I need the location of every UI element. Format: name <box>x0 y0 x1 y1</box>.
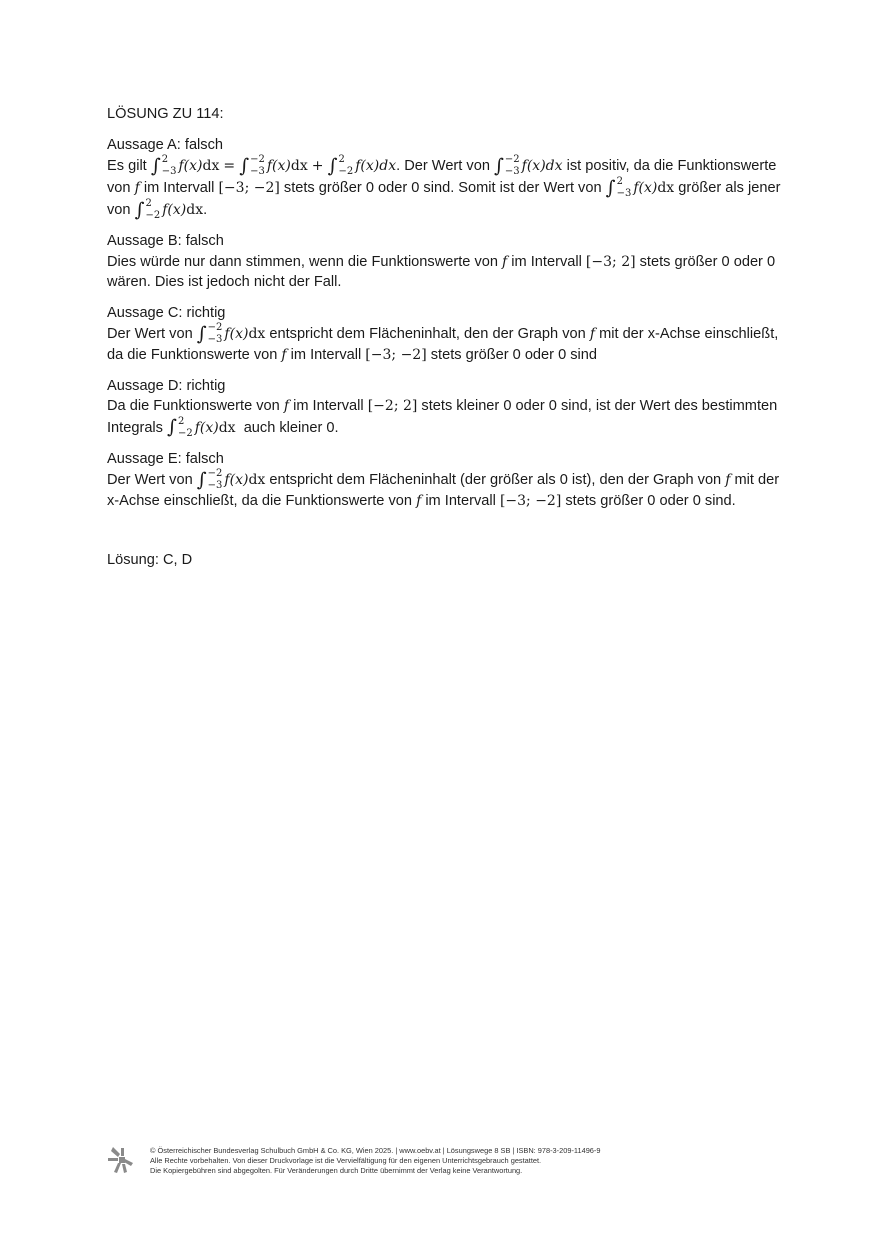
upper-limit: 2 <box>145 198 152 209</box>
integral-limits <box>208 469 223 491</box>
function-symbol: f <box>416 493 422 509</box>
differential: dx <box>202 157 220 174</box>
lower-limit: −2 <box>145 210 161 221</box>
integrand: f(x) <box>194 419 219 436</box>
text-segment: entspricht dem Flächeninhalt, den der Graph von <box>269 325 586 342</box>
text-segment: mit der x-Achse einschließt, da die Funktionswerte von <box>107 471 780 509</box>
integral-sign: ∫ <box>196 322 207 345</box>
text-segment: mit der x-Achse einschließt, da die Funktionswerte von <box>107 325 779 363</box>
text-segment: stets kleiner 0 oder 0 sind, ist der Wert des bestimmten Integrals <box>107 398 778 436</box>
statement-a-heading: Aussage A: falsch <box>107 136 224 153</box>
integral-limits <box>339 155 354 177</box>
integrand: f(x) <box>224 325 249 342</box>
copyright-line-2: Alle Rechte vorbehalten. Von dieser Druckvorlage ist die Vervielfältigung für den eigenen Unterrichtsgebrauch gestattet. <box>150 1156 542 1165</box>
statement-c-heading: Aussage C: richtig <box>107 304 226 321</box>
statement-d-heading: Aussage D: richtig <box>107 377 226 394</box>
integrand: f(x) <box>521 157 546 174</box>
text-segment: im Intervall <box>293 398 364 414</box>
differential: dx <box>218 419 236 436</box>
differential: dx <box>379 157 397 174</box>
lower-limit: −3 <box>207 480 223 491</box>
differential: dx <box>545 157 563 174</box>
text-segment: im Intervall <box>511 253 582 270</box>
statement-e-text <box>107 469 787 512</box>
integral-limits <box>250 155 265 177</box>
text-segment: Der Wert von <box>107 325 193 342</box>
integral-m3-to-2 <box>606 177 634 199</box>
integral-m3-to-m2 <box>197 469 225 491</box>
function-symbol: f <box>502 253 508 270</box>
copyright-text <box>150 1146 601 1176</box>
statement-c <box>107 303 787 366</box>
integral-limits <box>178 417 193 439</box>
text-segment: im Intervall <box>290 347 362 363</box>
integrand: f(x) <box>633 179 658 196</box>
differential: dx <box>248 325 266 342</box>
document-body <box>107 104 787 585</box>
integral-m2-to-2 <box>167 417 195 439</box>
differential: dx <box>186 201 204 218</box>
statement-e-heading: Aussage E: falsch <box>107 450 224 467</box>
integral-sign: ∫ <box>327 154 338 177</box>
integrand: f(x) <box>266 157 291 174</box>
integral-sign: ∫ <box>134 198 145 221</box>
statement-d <box>107 376 787 439</box>
integral-m3-to-m2 <box>239 155 267 177</box>
function-symbol: f <box>589 325 595 342</box>
integral-sign: ∫ <box>494 154 504 177</box>
upper-limit: −2 <box>250 154 265 165</box>
page-title: LÖSUNG ZU 114: <box>107 106 224 122</box>
function-symbol: f <box>281 347 287 363</box>
upper-limit: −2 <box>207 322 223 333</box>
integral-sign: ∫ <box>196 468 207 491</box>
copyright-line-3: Die Kopiergebühren sind abgegolten. Für Veränderungen durch Dritte übernimmt der Verlag keine Verantwortung. <box>150 1166 523 1175</box>
text-segment: stets größer 0 oder 0 sind. <box>565 493 736 509</box>
statement-a <box>107 135 787 222</box>
integral-sign: ∫ <box>150 154 161 177</box>
upper-limit: 2 <box>338 154 345 165</box>
text-segment: Dies würde nur dann stimmen, wenn die Funktionswerte von <box>107 253 498 270</box>
upper-limit: −2 <box>207 468 223 479</box>
lower-limit: −3 <box>616 188 632 199</box>
lower-limit: −2 <box>338 166 354 177</box>
function-symbol: f <box>283 398 290 414</box>
integral-limits <box>208 323 223 345</box>
upper-limit: 2 <box>177 415 185 427</box>
solution-line: Lösung: C, D <box>107 551 193 568</box>
text-segment: stets größer 0 oder 0 sind <box>430 347 598 363</box>
interval: [−3; −2] <box>365 347 427 363</box>
text-segment: . Der Wert von <box>396 157 490 174</box>
integral-m3-to-2 <box>151 155 179 177</box>
copyright-line-1: © Österreichischer Bundesverlag Schulbuch GmbH & Co. KG, Wien 2025. | www.oebv.at | Lösungswege 8 SB | ISBN: 978-3-209-11496-9 <box>150 1146 601 1155</box>
integral-limits <box>162 155 177 177</box>
text-segment: größer als jener von <box>107 179 781 218</box>
integrand: f(x) <box>178 157 203 174</box>
interval: [−3; −2] <box>218 179 280 196</box>
integrand: f(x) <box>224 471 249 488</box>
upper-limit: −2 <box>504 154 520 165</box>
statement-b-heading: Aussage B: falsch <box>107 233 224 249</box>
differential: dx <box>290 157 308 174</box>
integral-limits <box>617 177 632 199</box>
differential: dx <box>657 179 675 196</box>
footer <box>105 1145 805 1181</box>
integral-limits <box>146 199 161 221</box>
equals-sign: = <box>223 157 236 174</box>
integral-m3-to-m2 <box>494 155 522 177</box>
text-segment: stets größer 0 oder 0 sind. Somit ist der Wert von <box>283 179 602 196</box>
integral-sign: ∫ <box>239 154 250 177</box>
text-segment: im Intervall <box>425 493 496 509</box>
statement-b-text <box>107 252 787 293</box>
text-segment: . <box>203 201 208 218</box>
text-segment: Da die Funktionswerte von <box>107 398 280 414</box>
integral-m2-to-2 <box>135 199 163 221</box>
integral-m2-to-2 <box>328 155 356 177</box>
lower-limit: −3 <box>161 166 177 177</box>
publisher-logo-icon <box>105 1145 135 1175</box>
upper-limit: 2 <box>616 176 623 187</box>
text-segment: entspricht dem Flächeninhalt (der größer als 0 ist), den der Graph von <box>269 471 722 488</box>
lower-limit: −2 <box>177 427 193 439</box>
integrand: f(x) <box>162 201 187 218</box>
interval: [−3; −2] <box>499 493 562 509</box>
text-segment: Der Wert von <box>107 471 193 488</box>
lower-limit: −3 <box>207 334 223 345</box>
text-segment: stets größer 0 oder 0 wären. Dies ist jedoch nicht der Fall. <box>107 253 776 290</box>
function-symbol: f <box>725 471 731 488</box>
statement-b <box>107 231 787 293</box>
integrand: f(x) <box>355 157 380 174</box>
statement-c-text <box>107 323 787 366</box>
differential: dx <box>248 471 266 488</box>
interval: [−2; 2] <box>367 398 418 414</box>
integral-sign: ∫ <box>605 176 616 199</box>
interval: [−3; 2] <box>585 253 636 270</box>
function-symbol: f <box>134 179 140 196</box>
statement-d-text <box>107 396 787 439</box>
text-segment: auch kleiner 0. <box>243 419 339 436</box>
text-segment: im Intervall <box>143 179 215 196</box>
integral-m3-to-m2 <box>197 323 225 345</box>
text-segment: Es gilt <box>107 157 147 174</box>
plus-sign: + <box>311 157 324 174</box>
statement-a-text <box>107 155 787 221</box>
statement-e <box>107 449 787 512</box>
upper-limit: 2 <box>161 154 169 165</box>
integral-sign: ∫ <box>167 416 177 438</box>
lower-limit: −3 <box>250 166 265 177</box>
lower-limit: −3 <box>504 166 520 177</box>
integral-limits <box>505 155 520 177</box>
text-segment: ist positiv, da die Funktionswerte von <box>107 157 777 196</box>
